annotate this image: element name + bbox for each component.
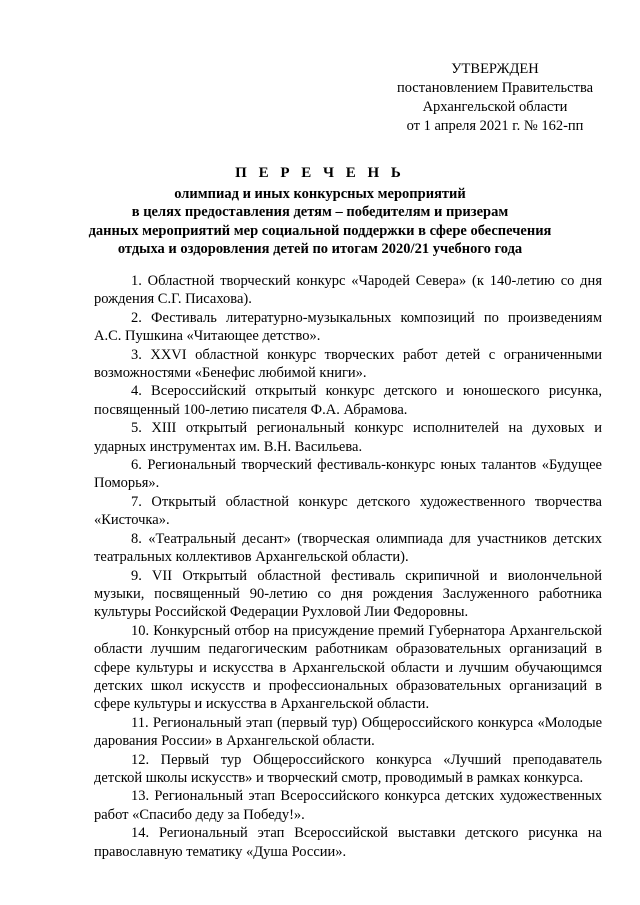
- list-item: 8. «Театральный десант» (творческая олимпиада для участников детских театральных коллективов Архангельской области).: [94, 530, 602, 566]
- approval-date-number: от 1 апреля 2021 г. № 162-пп: [406, 118, 584, 134]
- approval-status: УТВЕРЖДЕН: [451, 61, 539, 77]
- document-subtitle-line-2: в целях предоставления детям – победителям и призерам: [131, 204, 509, 220]
- list-item: 6. Региональный творческий фестиваль-конкурс юных талантов «Будущее Поморья».: [94, 457, 602, 492]
- approval-region: Архангельской области: [422, 99, 568, 115]
- list-item: 12. Первый тур Общероссийского конкурса «Лучший преподаватель детской школы искусств» и творческий смотр, проводимый в рамках конкурса.: [94, 751, 602, 786]
- document-heading: П Е Р Е Ч Е Н Ь: [235, 165, 405, 181]
- list-item: 2. Фестиваль литературно-музыкальных композиций по произведениям А.С. Пушкина «Читающее детство».: [94, 309, 602, 345]
- document-subtitle-line-3: данных мероприятий мер социальной поддержки в сфере обеспечения: [88, 222, 552, 239]
- list-item: 13. Региональный этап Всероссийского конкурса детских художественных работ «Спасибо деду за Победу!».: [94, 788, 602, 823]
- list-item: 1. Областной творческий конкурс «Чародей Севера» (к 140-летию со дня рождения С.Г. Писахова).: [94, 273, 602, 308]
- document-subtitle-line-1: олимпиад и иных конкурсных мероприятий: [174, 185, 466, 202]
- event-list: [94, 272, 602, 861]
- list-item: 14. Региональный этап Всероссийской выставки детского рисунка на православную тематику «Душа России».: [94, 825, 602, 860]
- approval-decree-type: постановлением Правительства: [396, 80, 594, 96]
- list-item: 11. Региональный этап (первый тур) Общероссийского конкурса «Молодые дарования России» в Архангельской области.: [94, 714, 602, 750]
- list-item: 7. Открытый областной конкурс детского художественного творчества «Кисточка».: [94, 493, 602, 529]
- list-item: 4. Всероссийский открытый конкурс детского и юношеского рисунка, посвященный 100-летию писателя Ф.А. Абрамова.: [94, 383, 602, 418]
- document-title: [60, 164, 580, 259]
- list-item: 3. XXVI областной конкурс творческих работ детей с ограниченными возможностями «Бенефис любимой книги».: [94, 346, 602, 382]
- approval-stamp: [360, 60, 630, 136]
- list-item: 10. Конкурсный отбор на присуждение премий Губернатора Архангельской области лучшим педагогическим работникам образовательных организаций в сфере культуры и искусства в Архангельской области и лучшим обучающимся детских школ искусств и профессиональных образовательных организаций в сфере культуры и искусства в Архангельской области.: [94, 622, 602, 713]
- document-subtitle-line-4: отдыха и оздоровления детей по итогам 2020/21 учебного года: [117, 241, 523, 257]
- list-item: 9. VII Открытый областной фестиваль скрипичной и виолончельной музыки, посвященный 90-летию со дня рождения Заслуженного работника культуры Российской Федерации Рухловой Лии Федоровны.: [94, 567, 602, 621]
- list-item: 5. XIII открытый региональный конкурс исполнителей на духовых и ударных инструментах им. В.Н. Васильева.: [94, 420, 602, 455]
